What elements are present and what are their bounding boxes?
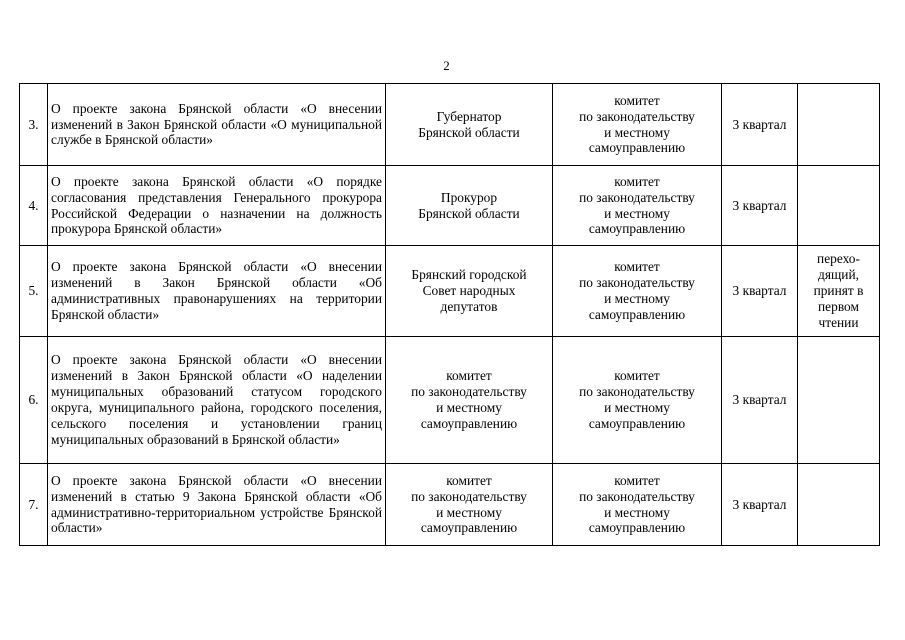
initiator-cell	[386, 84, 553, 166]
note-line: перехо-	[817, 251, 860, 267]
responsible-line: и местному	[604, 291, 670, 306]
table-row	[20, 464, 880, 546]
responsible-line: по законодательству	[579, 275, 695, 291]
bill-title-cell: О проекте закона Брянской области «О внесении изменений в Закон Брянской области «Об административных правонарушениях на территории Брянской области»	[48, 246, 386, 337]
bill-title-cell: О проекте закона Брянской области «О внесении изменений в Закон Брянской области «О муниципальной службе в Брянской области»	[48, 84, 386, 166]
term-cell: 3 квартал	[722, 84, 798, 166]
initiator-line: депутатов	[440, 298, 498, 314]
responsible-line: по законодательству	[579, 488, 695, 504]
note-line: дящий,	[818, 267, 859, 283]
note-cell	[798, 166, 880, 246]
responsible-line: самоуправлению	[588, 415, 686, 431]
responsible-committee-cell	[553, 464, 722, 546]
responsible-line: комитет	[614, 259, 660, 275]
bill-title-cell: О проекте закона Брянской области «О внесении изменений в Закон Брянской области «О наделении муниципальных образований статусом городского округа, муниципального района, городского поселения, сельского поселения и установлении границ муниципальных образований в Брянской области»	[48, 337, 386, 464]
bill-title-cell: О проекте закона Брянской области «О порядке согласования представления Генерального прокурора Российской Федерации о назначении на должность прокурора Брянской области»	[48, 166, 386, 246]
responsible-committee-cell	[553, 246, 722, 337]
term-cell: 3 квартал	[722, 246, 798, 337]
table-row	[20, 84, 880, 166]
responsible-line: самоуправлению	[588, 520, 686, 536]
legislation-plan-table	[19, 83, 880, 546]
responsible-committee-cell	[553, 337, 722, 464]
responsible-line: комитет	[614, 472, 660, 488]
initiator-line: Брянской области	[418, 124, 520, 140]
term-cell: 3 квартал	[722, 166, 798, 246]
note-line: принят в	[813, 283, 864, 299]
initiator-line: и местному	[436, 504, 502, 520]
responsible-line: по законодательству	[579, 189, 695, 205]
initiator-cell	[386, 246, 553, 337]
row-number-cell: 5.	[20, 246, 48, 337]
responsible-committee-cell	[553, 84, 722, 166]
initiator-line: Брянский городской	[411, 267, 527, 283]
initiator-line: Брянской области	[418, 205, 520, 221]
initiator-cell	[386, 166, 553, 246]
note-line: чтении	[818, 314, 859, 330]
note-cell	[798, 337, 880, 464]
bill-title-cell: О проекте закона Брянской области «О внесении изменений в статью 9 Закона Брянской области «Об административно-территориальном устройстве Брянской области»	[48, 464, 386, 546]
initiator-line: самоуправлению	[420, 415, 518, 431]
initiator-line: самоуправлению	[420, 520, 518, 536]
responsible-line: самоуправлению	[588, 221, 686, 237]
initiator-line: по законодательству	[411, 488, 527, 504]
initiator-line: Губернатор	[436, 108, 502, 124]
responsible-line: комитет	[614, 368, 660, 384]
responsible-line: самоуправлению	[588, 306, 686, 322]
responsible-line: и местному	[604, 504, 670, 520]
note-cell	[798, 246, 880, 337]
responsible-line: и местному	[604, 205, 670, 221]
initiator-line: Прокурор	[440, 189, 498, 205]
initiator-cell	[386, 464, 553, 546]
initiator-line: по законодательству	[411, 384, 527, 400]
responsible-line: и местному	[604, 400, 670, 415]
initiator-line: Совет народных	[422, 283, 516, 299]
note-line: первом	[818, 298, 859, 314]
responsible-line: и местному	[604, 124, 670, 140]
responsible-line: самоуправлению	[588, 140, 686, 156]
initiator-line: комитет	[446, 368, 492, 384]
row-number-cell: 7.	[20, 464, 48, 546]
term-cell: 3 квартал	[722, 464, 798, 546]
row-number-cell: 4.	[20, 166, 48, 246]
responsible-line: комитет	[614, 173, 660, 189]
responsible-committee-cell	[553, 166, 722, 246]
table-row	[20, 166, 880, 246]
initiator-cell	[386, 337, 553, 464]
responsible-line: по законодательству	[579, 108, 695, 124]
term-cell: 3 квартал	[722, 337, 798, 464]
initiator-line: комитет	[446, 472, 492, 488]
table-row	[20, 246, 880, 337]
note-cell	[798, 464, 880, 546]
row-number-cell: 6.	[20, 337, 48, 464]
table-row	[20, 337, 880, 464]
responsible-line: комитет	[614, 92, 660, 108]
row-number-cell: 3.	[20, 84, 48, 166]
page-number: 2	[443, 58, 450, 73]
note-cell	[798, 84, 880, 166]
responsible-line: по законодательству	[579, 384, 695, 400]
initiator-line: и местному	[436, 400, 502, 415]
